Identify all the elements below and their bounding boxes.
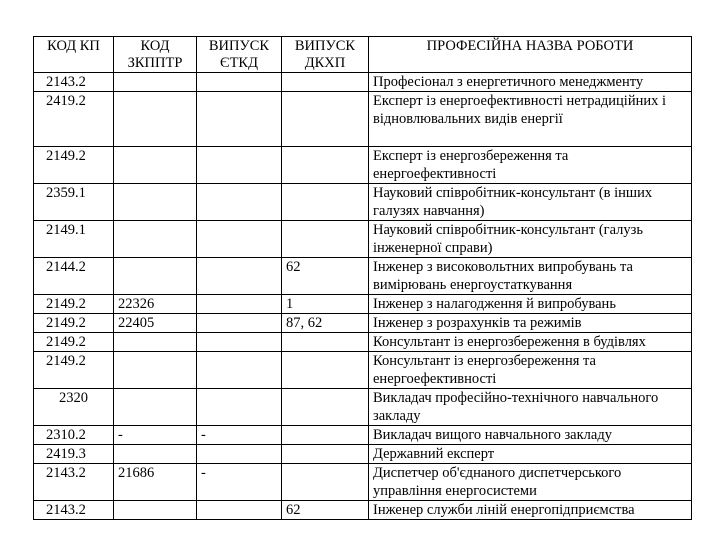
cell-kod-kp: 2419.3 [34,445,114,464]
cell-vypusk-dkhp [282,221,369,258]
cell-vypusk-etkd [197,445,282,464]
cell-vypusk-etkd [197,147,282,184]
cell-kod-kp: 2144.2 [34,258,114,295]
cell-vypusk-etkd [197,295,282,314]
cell-vypusk-dkhp: 1 [282,295,369,314]
cell-kod-kp: 2359.1 [34,184,114,221]
cell-kod-zkpptr [114,221,197,258]
table-row [34,295,692,314]
cell-profession-name: Інженер з налагодження й випробувань [369,295,692,314]
cell-kod-zkpptr [114,92,197,147]
cell-profession-name: Інженер служби ліній енергопідприємства [369,501,692,520]
cell-profession-name: Державний експерт [369,445,692,464]
cell-vypusk-etkd [197,184,282,221]
cell-vypusk-dkhp [282,445,369,464]
cell-kod-kp: 2149.2 [34,147,114,184]
table-row [34,147,692,184]
cell-kod-zkpptr [114,352,197,389]
cell-kod-kp: 2149.2 [34,295,114,314]
cell-vypusk-dkhp [282,147,369,184]
header-profession-name: ПРОФЕСІЙНА НАЗВА РОБОТИ [369,37,692,73]
table-row [34,389,692,426]
cell-kod-zkpptr [114,147,197,184]
cell-profession-name: Інженер з розрахунків та режимів [369,314,692,333]
cell-vypusk-etkd [197,92,282,147]
cell-kod-zkpptr [114,184,197,221]
header-kod-kp: КОД КП [34,37,114,73]
cell-kod-zkpptr [114,73,197,92]
header-vypusk-dkhp: ВИПУСК ДКХП [282,37,369,73]
cell-profession-name: Науковий співробітник-консультант (галузь інженерної справи) [369,221,692,258]
cell-kod-zkpptr [114,501,197,520]
table-row [34,501,692,520]
cell-kod-kp: 2149.2 [34,352,114,389]
cell-vypusk-dkhp: 62 [282,501,369,520]
cell-kod-zkpptr [114,333,197,352]
cell-vypusk-etkd: - [197,464,282,501]
cell-vypusk-etkd [197,221,282,258]
cell-kod-kp: 2143.2 [34,464,114,501]
cell-kod-kp: 2143.2 [34,501,114,520]
cell-profession-name: Експерт із енергозбереження та енергоефективності [369,147,692,184]
cell-profession-name: Науковий співробітник-консультант (в інших галузях навчання) [369,184,692,221]
cell-vypusk-dkhp [282,73,369,92]
cell-vypusk-dkhp [282,389,369,426]
cell-vypusk-dkhp [282,426,369,445]
cell-kod-zkpptr: - [114,426,197,445]
cell-kod-zkpptr: 22405 [114,314,197,333]
cell-vypusk-etkd [197,258,282,295]
cell-vypusk-etkd [197,352,282,389]
cell-kod-zkpptr [114,258,197,295]
header-vypusk-etkd: ВИПУСК ЄТКД [197,37,282,73]
cell-kod-zkpptr: 22326 [114,295,197,314]
cell-profession-name: Експерт із енергоефективності нетрадиційних і відновлювальних видів енергії [369,92,692,147]
cell-vypusk-dkhp [282,464,369,501]
table-row [34,258,692,295]
table-row [34,184,692,221]
header-kod-zkpptr: КОД ЗКППТР [114,37,197,73]
cell-profession-name: Консультант із енергозбереження та енергоефективності [369,352,692,389]
cell-vypusk-dkhp: 87, 62 [282,314,369,333]
cell-vypusk-dkhp [282,92,369,147]
cell-kod-zkpptr [114,389,197,426]
cell-vypusk-etkd [197,314,282,333]
table-row [34,333,692,352]
header-row [34,37,692,73]
cell-vypusk-etkd [197,73,282,92]
cell-vypusk-etkd [197,389,282,426]
cell-kod-kp: 2149.2 [34,333,114,352]
table-row [34,314,692,333]
table-row [34,445,692,464]
cell-vypusk-etkd: - [197,426,282,445]
cell-kod-zkpptr: 21686 [114,464,197,501]
cell-kod-kp: 2143.2 [34,73,114,92]
table-row [34,221,692,258]
cell-kod-kp: 2419.2 [34,92,114,147]
table-row [34,73,692,92]
cell-vypusk-dkhp: 62 [282,258,369,295]
cell-kod-kp: 2320 [34,389,114,426]
cell-kod-kp: 2149.2 [34,314,114,333]
professions-table [33,36,692,520]
cell-vypusk-dkhp [282,352,369,389]
cell-profession-name: Консультант із енергозбереження в будівлях [369,333,692,352]
cell-kod-zkpptr [114,445,197,464]
cell-vypusk-dkhp [282,333,369,352]
cell-profession-name: Диспетчер об'єднаного диспетчерського управління енергосистеми [369,464,692,501]
cell-vypusk-dkhp [282,184,369,221]
table-row [34,426,692,445]
cell-vypusk-etkd [197,333,282,352]
cell-kod-kp: 2310.2 [34,426,114,445]
table-row [34,352,692,389]
cell-profession-name: Викладач вищого навчального закладу [369,426,692,445]
table-row [34,92,692,147]
cell-profession-name: Викладач професійно-технічного навчального закладу [369,389,692,426]
cell-profession-name: Інженер з високовольтних випробувань та вимірювань енергоустаткування [369,258,692,295]
table-row [34,464,692,501]
cell-kod-kp: 2149.1 [34,221,114,258]
cell-profession-name: Професіонал з енергетичного менеджменту [369,73,692,92]
cell-vypusk-etkd [197,501,282,520]
